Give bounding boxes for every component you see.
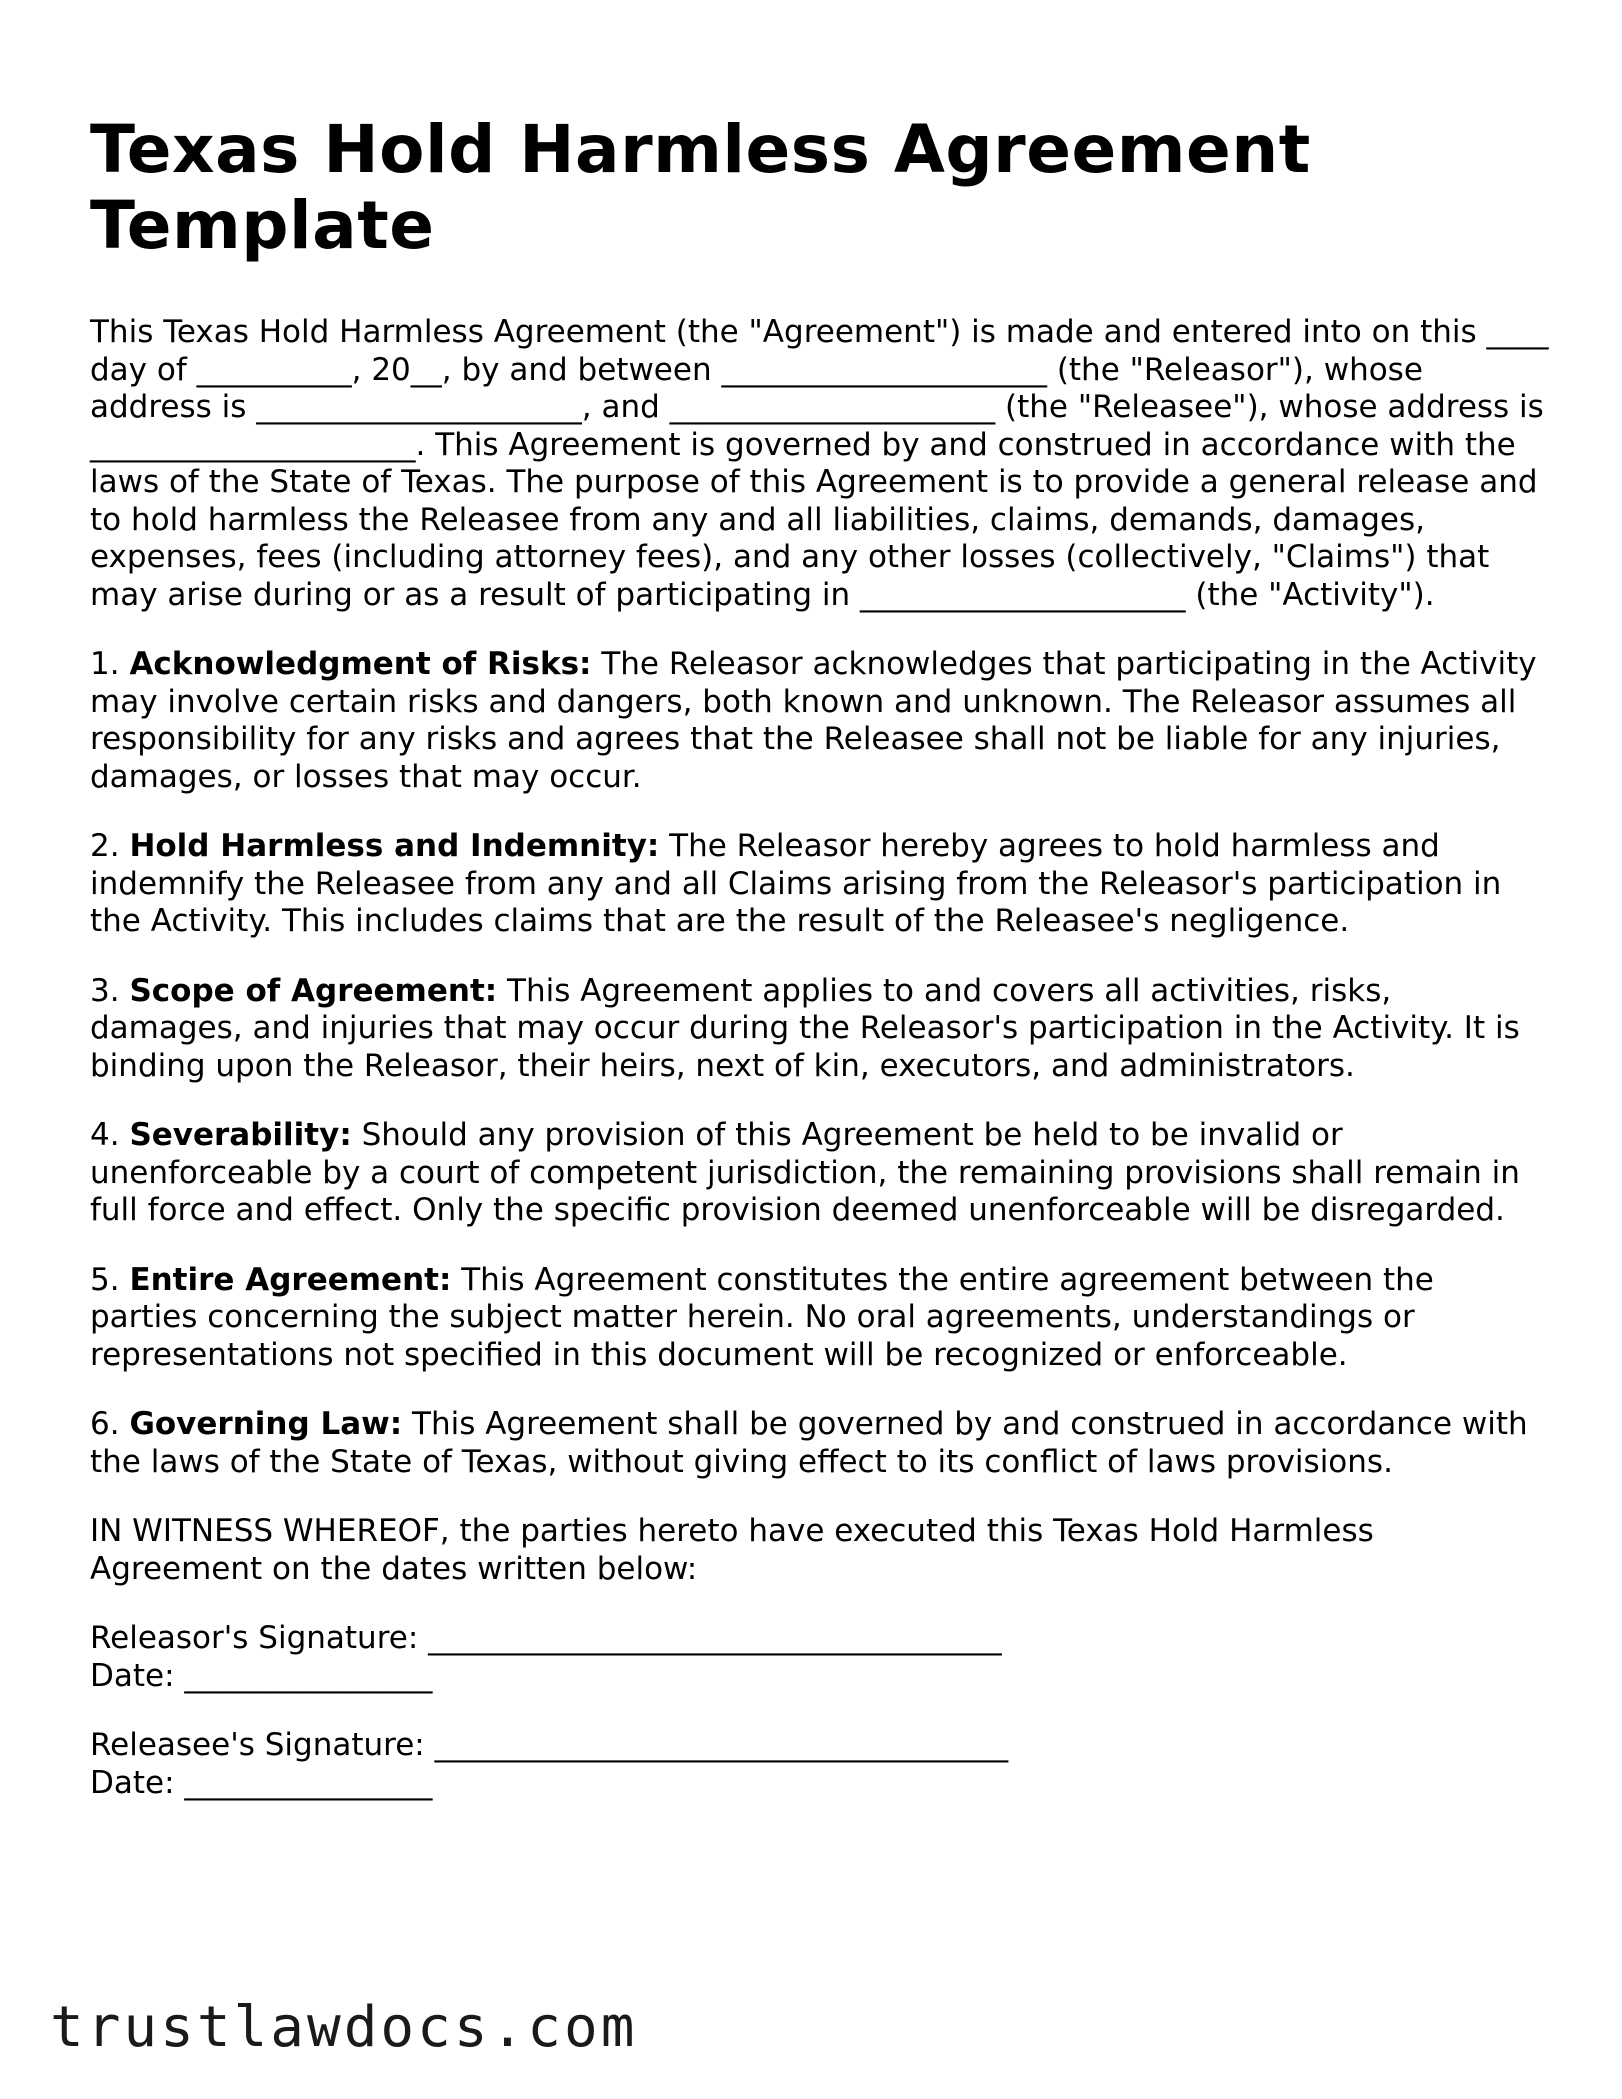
activity-blank: _____________________ bbox=[859, 576, 1186, 613]
intro-text: . This Agreement is governed by and construed in accordance with the laws of the State of Texas. The purpose of this Agreement is to provide a general release and to hold harmless the Releasee from any and all liabilities, claims, demands, damages, expenses, fees (including attorney fees), and any other losses (collectively, "Claims") that may arise during or as a result of participating in bbox=[90, 426, 1538, 613]
day-blank: ____ bbox=[1486, 314, 1549, 350]
document-title: Texas Hold Harmless Agreement Template bbox=[90, 111, 1311, 264]
section-governing-law bbox=[90, 1406, 1550, 1481]
section-text: The Releasor hereby agrees to hold harmless and indemnify the Releasee from any and all Claims arising from the Releasor's participation in the Activity. This includes claims that are the result of the Releasee's negligence. bbox=[90, 828, 1502, 939]
intro-text: (the "Releasee"), whose address is bbox=[1005, 389, 1544, 425]
releasor-signature-block bbox=[90, 1620, 1550, 1695]
section-number: 6. bbox=[90, 1406, 120, 1442]
section-number: 3. bbox=[90, 972, 120, 1009]
section-number: 4. bbox=[90, 1117, 120, 1153]
section-text: This Agreement shall be governed by and construed in accordance with the laws of the State of Texas, without giving effect to its conflict of laws provisions. bbox=[90, 1406, 1528, 1480]
section-entire-agreement bbox=[90, 1262, 1550, 1375]
intro-text: day of bbox=[90, 351, 187, 388]
releasee-signature-block bbox=[90, 1727, 1550, 1802]
section-text: This Agreement constitutes the entire agreement between the parties concerning the subject matter herein. No oral agreements, understandings or representations not specified in this document will be recognized or enforceable. bbox=[90, 1261, 1434, 1373]
signature-label: Releasor's Signature: bbox=[90, 1620, 419, 1656]
section-text: Should any provision of this Agreement be held to be invalid or unenforceable by a court of competent jurisdiction, the remaining provisions shall remain in full force and effect. Only the specific provision deemed unenforceable will be disregarded. bbox=[90, 1117, 1520, 1228]
intro-text: This Texas Hold Harmless Agreement (the "Agreement") is made and entered into on this bbox=[90, 314, 1477, 350]
document-page bbox=[90, 112, 1550, 1802]
witness-paragraph: IN WITNESS WHEREOF, the parties hereto have executed this Texas Hold Harmless Agreement on the dates written below: bbox=[90, 1513, 1374, 1587]
signature-line: _____________________________________ bbox=[428, 1620, 1002, 1656]
section-heading: Hold Harmless and Indemnity: bbox=[129, 828, 660, 864]
section-hold-harmless bbox=[90, 828, 1550, 941]
releasee-name-blank: _____________________ bbox=[669, 389, 996, 425]
intro-text: (the "Releasor"), whose address is bbox=[90, 351, 1423, 425]
date-line: ________________ bbox=[184, 1764, 433, 1801]
month-blank: __________ bbox=[196, 351, 352, 388]
signature-line: _____________________________________ bbox=[434, 1727, 1009, 1763]
date-line: ________________ bbox=[184, 1657, 433, 1694]
section-text: This Agreement applies to and covers all activities, risks, damages, and injuries that may occur during the Releasor's participation in the Activity. It is binding upon the Releasor, their heirs, next of kin, executors, and administrators. bbox=[90, 972, 1520, 1084]
year-blank: __ bbox=[410, 351, 442, 388]
section-text: The Releasor acknowledges that participating in the Activity may involve certain risks and dangers, both known and unknown. The Releasor assumes all responsibility for any risks and agrees that the Releasee shall not be liable for any injuries, damages, or losses that may occur. bbox=[90, 646, 1537, 795]
section-heading: Severability: bbox=[129, 1117, 352, 1153]
date-label: Date: bbox=[90, 1764, 175, 1801]
footer-watermark: trustlawdocs.com bbox=[50, 1995, 638, 2060]
releasee-address-blank: _____________________ bbox=[90, 426, 416, 463]
date-label: Date: bbox=[90, 1657, 175, 1694]
section-heading: Entire Agreement: bbox=[129, 1261, 452, 1298]
section-acknowledgment-of-risks bbox=[90, 646, 1550, 796]
intro-text: , and bbox=[581, 389, 660, 425]
section-severability bbox=[90, 1117, 1550, 1230]
section-heading: Governing Law: bbox=[129, 1406, 403, 1442]
releasor-name-blank: _____________________ bbox=[721, 351, 1047, 388]
section-heading: Acknowledgment of Risks: bbox=[129, 646, 592, 682]
intro-text: , 20 bbox=[351, 351, 411, 388]
section-scope bbox=[90, 973, 1550, 1086]
signature-label: Releasee's Signature: bbox=[90, 1727, 425, 1763]
intro-text: , by and between bbox=[441, 351, 712, 388]
section-heading: Scope of Agreement: bbox=[129, 972, 498, 1009]
section-number: 1. bbox=[90, 646, 120, 682]
section-number: 5. bbox=[90, 1261, 120, 1298]
section-number: 2. bbox=[90, 828, 120, 864]
releasor-address-blank: _____________________ bbox=[256, 389, 582, 425]
intro-paragraph bbox=[90, 314, 1550, 614]
intro-text: (the "Activity"). bbox=[1195, 576, 1435, 613]
